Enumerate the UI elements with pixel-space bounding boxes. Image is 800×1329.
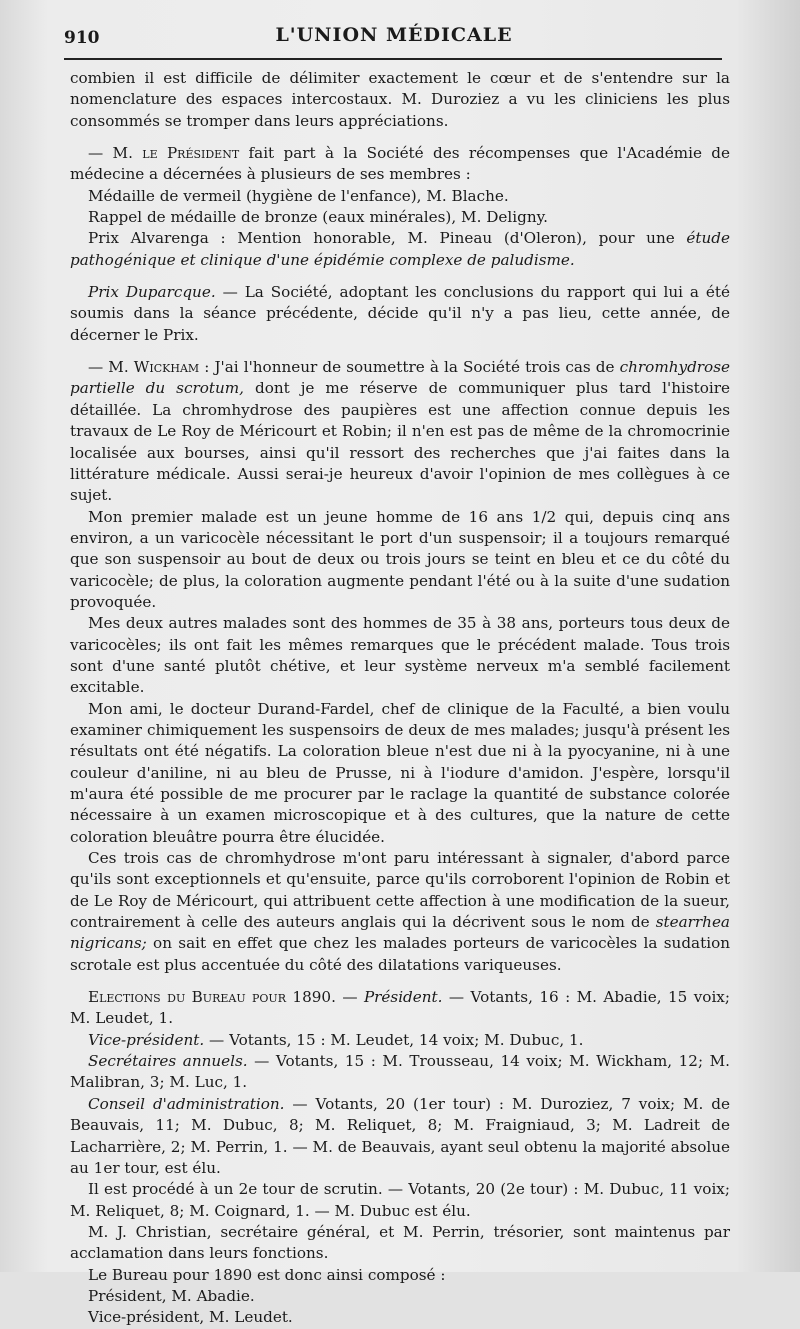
- paragraph-text: Mon premier malade est un jeune homme de 16 ans 1/2 qui, depuis cinq ans environ, a un varicocèle nécessitant le port d'un suspensoir; il a toujours remarqué que son suspensoir au bout de deux ou trois jours se teint en bleu et ce du côté du varicocèle; de plus, la coloration augmente pendant l'été ou à la suite d'une sudation provoquée.: [70, 507, 730, 611]
- paragraph-text: — Votants, 15 : M. Leudet, 14 voix; M. Dubuc, 1.: [204, 1030, 584, 1049]
- paragraph: [70, 228, 730, 271]
- paragraph: [70, 1222, 730, 1265]
- paragraph: [70, 848, 730, 976]
- paragraph: [70, 987, 730, 1030]
- paragraph-lead: Conseil d'administration.: [88, 1094, 285, 1113]
- paragraph-italic: Président.: [363, 988, 443, 1007]
- paragraph-text: Mon ami, le docteur Durand-Fardel, chef de clinique de la Faculté, a bien voulu examiner chimiquement les suspensoirs de deux de mes malades; jusqu'à présent les résultats ont été négatifs. La coloration bleue n'est due ni à la pyocyanine, ni à une couleur d'aniline, ni au bleu de Prusse, ni à l'iodure d'amidon. J'espère, lorsqu'il m'aura été possible de me procurer par le raclage la quantité de substance colorée nécessaire à un examen microscopique et à des cultures, que la nature de cette coloration bleuâtre pourra être élucidée.: [70, 699, 730, 846]
- paragraph-text: 1890. —: [286, 988, 364, 1007]
- paragraph: [70, 1051, 730, 1094]
- paragraph: [70, 143, 730, 186]
- paragraph-text: — Votants, 16 : M. Abadie, 15 voix; M. Leudet, 1.: [70, 988, 730, 1028]
- paragraph: [70, 1265, 730, 1286]
- paragraph-text: : J'ai l'honneur de soumettre à la Société trois cas de: [199, 358, 620, 377]
- paragraph: [70, 613, 730, 698]
- paragraph-lead: Prix Duparcque.: [88, 283, 216, 302]
- paragraph-text: fait part à la Société des récompenses que l'Académie de médecine a décernées à plusieurs de ses membres :: [70, 144, 730, 184]
- paragraph: [70, 699, 730, 848]
- paragraph-text: Mes deux autres malades sont des hommes de 35 à 38 ans, porteurs tous deux de varicocèles; ils ont fait les mêmes remarques que le précédent malade. Tous trois sont d'une santé plutôt chétive, et leur système nerveux m'a semblé facilement excitable.: [70, 614, 730, 697]
- page-number: 910: [64, 28, 100, 48]
- paragraph-text: Il est procédé à un 2e tour de scrutin. — Votants, 20 (2e tour) : M. Dubuc, 11 voix; M. Reliquet, 8; M. Coignard, 1. — M. Dubuc est élu.: [70, 1180, 730, 1220]
- running-title: L'UNION MÉDICALE: [275, 24, 513, 46]
- paragraph-text: Médaille de vermeil (hygiène de l'enfance), M. Blache.: [88, 186, 509, 205]
- paragraph: [70, 1030, 730, 1051]
- paragraph: [70, 186, 730, 207]
- paragraph-text: combien il est difficile de délimiter exactement le cœur et de s'entendre sur la nomenclature des espaces intercostaux. M. Duroziez a vu les cliniciens les plus consommés se tromper dans leurs appréciations.: [70, 69, 730, 130]
- paragraph: [70, 1094, 730, 1179]
- paragraph-italic: stearrhea nigricans;: [70, 913, 730, 953]
- paragraph: [70, 68, 730, 132]
- paragraph: [70, 282, 730, 346]
- paragraph-lead: Secrétaires annuels.: [88, 1052, 248, 1071]
- paragraph-lead: — M. Wickham: [88, 358, 200, 377]
- paragraph-text: — La Société, adoptant les conclusions du rapport qui lui a été soumis dans la séance précédente, décide qu'il n'y a pas lieu, cette année, de décerner le Prix.: [70, 283, 730, 344]
- paragraph-text: — Votants, 20 (1er tour) : M. Duroziez, 7 voix; M. de Beauvais, 11; M. Dubuc, 8; M. Reliquet, 8; M. Fraigniaud, 3; M. Ladreit de Lacharrière, 2; M. Perrin, 1. — M. de Beauvais, ayant seul obtenu la majorité absolue au 1er tour, est élu.: [70, 1094, 730, 1177]
- paragraph-text: dont je me réserve de communiquer plus tard l'histoire détaillée. La chromhydrose des paupières est une affection connue depuis les travaux de Le Roy de Méricourt et Robin; il n'en est pas de même de la chromocrinie localisée aux bourses, ainsi qu'il ressort des recherches que j'ai faites dans la littérature médicale. Aussi serai-je heureux d'avoir l'opinion de mes collègues à ce sujet.: [70, 379, 730, 505]
- paragraph-text: on sait en effet que chez les malades porteurs de varicocèles la sudation scrotale est plus accentuée du côté des dilatations variqueuses.: [70, 934, 730, 974]
- paragraph-text: M. J. Christian, secrétaire général, et M. Perrin, trésorier, sont maintenus par acclamation dans leurs fonctions.: [70, 1222, 730, 1263]
- paragraph-text: Ces trois cas de chromhydrose m'ont paru intéressant à signaler, d'abord parce qu'ils sont exceptionnels et qu'ensuite, parce qu'ils corroborent l'opinion de Robin et de Le Roy de Méricourt, qui attribuent cette affection à une modification de la sueur, contrairement à celle des auteurs anglais qui la décrivent sous le nom de: [70, 849, 730, 932]
- paragraph-lead: — M. le Président: [88, 144, 240, 163]
- paragraph: [70, 1179, 730, 1222]
- page-header: [64, 22, 724, 56]
- paragraph-text: — Votants, 15 : M. Trousseau, 14 voix; M. Wickham, 12; M. Malibran, 3; M. Luc, 1.: [70, 1052, 730, 1092]
- paragraph-italic: chromhydrose partielle du scrotum,: [70, 358, 730, 398]
- header-rule: [64, 58, 722, 60]
- paragraph-text: Vice-président, M. Leudet.: [88, 1308, 293, 1327]
- paragraph: [70, 1286, 730, 1307]
- paragraph: [70, 207, 730, 228]
- paragraph-text: Prix Alvarenga : Mention honorable, M. Pineau (d'Oleron), pour une: [88, 229, 687, 248]
- paragraph-text: Président, M. Abadie.: [88, 1286, 255, 1305]
- paragraph: [70, 1307, 730, 1328]
- paragraph-lead: Elections du Bureau pour: [88, 988, 286, 1007]
- paragraph-text: Le Bureau pour 1890 est donc ainsi composé :: [88, 1265, 446, 1284]
- paragraph: [70, 357, 730, 506]
- paragraph-italic: étude pathogénique et clinique d'une épidémie complexe de paludisme.: [70, 229, 730, 269]
- paragraph: [70, 507, 730, 614]
- paragraph-text: Rappel de médaille de bronze (eaux minérales), M. Deligny.: [88, 208, 548, 227]
- paragraph-lead: Vice-président.: [88, 1030, 205, 1049]
- article-body: [70, 68, 730, 1329]
